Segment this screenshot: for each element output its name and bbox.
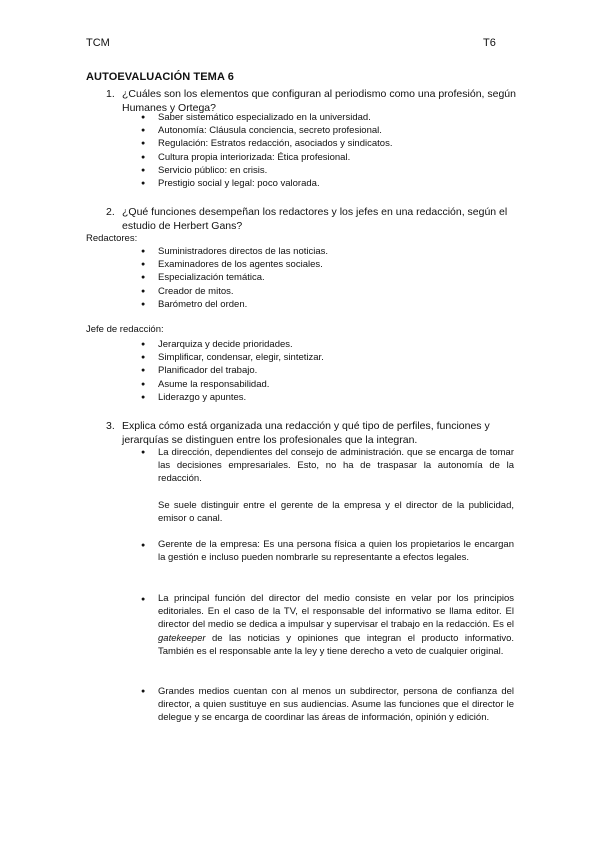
question-number: 3. <box>106 420 115 432</box>
bullet-icon: ● <box>141 596 146 603</box>
bullet-icon: ● <box>141 449 146 456</box>
list-item: ● Servicio público: en crisis. <box>158 164 392 177</box>
paragraph-text: La principal función del director del medio consiste en velar por los principios editoriales. En el caso de la TV, el responsable del informativo se llama editor. El director del medio se dedica a impulsar y supervisar el trabajo en la redacción. Es el <box>158 593 514 631</box>
question-number: 1. <box>106 88 115 100</box>
header-right: T6 <box>483 37 496 49</box>
jefe-label: Jefe de redacción: <box>86 324 164 335</box>
list-item: ● Examinadores de los agentes sociales. <box>158 258 328 271</box>
list-item: ● Jerarquiza y decide prioridades. <box>158 338 324 351</box>
bullet-icon: ● <box>141 688 146 695</box>
paragraph-direccion: La dirección, dependientes del consejo de administración. que se encarga de tomar las decisiones empresariales. Esto, no ha de traspasar la autonomía de la redacción. <box>158 447 514 485</box>
question-3 <box>106 419 516 447</box>
list-item: ● Especialización temática. <box>158 271 328 284</box>
list-item: ● Liderazgo y apuntes. <box>158 391 324 404</box>
list-item: ● Regulación: Estratos redacción, asociados y sindicatos. <box>158 137 392 150</box>
header-left: TCM <box>86 37 110 49</box>
list-item: ● Asume la responsabilidad. <box>158 378 324 391</box>
list-item: ● Suministradores directos de las noticias. <box>158 245 328 258</box>
list-item: ● Simplificar, condensar, elegir, sintetizar. <box>158 351 324 364</box>
redactores-label: Redactores: <box>86 233 138 244</box>
list-item: ● Planificador del trabajo. <box>158 364 324 377</box>
paragraph-text: de las noticias y opiniones que integran el producto informativo. También es el responsable ante la ley y tiene derecho a veto de cualquier original. <box>158 632 514 657</box>
paragraph-director <box>158 592 514 658</box>
question-number: 2. <box>106 206 115 218</box>
q1-list <box>158 111 392 190</box>
list-item: ● Cultura propia interiorizada: Ética profesional. <box>158 151 392 164</box>
redactores-list <box>158 245 328 311</box>
question-text: Explica cómo está organizada una redacción y qué tipo de perfiles, funciones y jerarquías se distinguen entre los profesionales que la integran. <box>122 420 490 446</box>
jefe-list <box>158 338 324 404</box>
paragraph-gerente-director: Se suele distinguir entre el gerente de la empresa y el director de la publicidad, emisor o canal. <box>158 500 514 525</box>
question-2 <box>106 205 516 233</box>
list-item: ● Saber sistemático especializado en la universidad. <box>158 111 392 124</box>
list-item: ● Barómetro del orden. <box>158 298 328 311</box>
list-item: ● Autonomía: Cláusula conciencia, secreto profesional. <box>158 124 392 137</box>
list-item: ● Creador de mitos. <box>158 285 328 298</box>
question-text: ¿Qué funciones desempeñan los redactores y los jefes en una redacción, según el estudio de Herbert Gans? <box>122 206 508 232</box>
paragraph-subdirector: Grandes medios cuentan con al menos un subdirector, persona de confianza del director, a quien sustituye en sus audiencias. Asume las funciones que el director le delegue y se encarga de coordinar las áreas de información, opinión y edición. <box>158 686 514 724</box>
page-title: AUTOEVALUACIÓN TEMA 6 <box>86 71 234 83</box>
question-text: ¿Cuáles son los elementos que configuran al periodismo como una profesión, según Humanes y Ortega? <box>122 88 516 114</box>
list-item: ● Prestigio social y legal: poco valorada. <box>158 177 392 190</box>
gatekeeper-term: gatekeeper <box>158 632 206 644</box>
paragraph-gerente: Gerente de la empresa: Es una persona física a quien los propietarios le encargan la gestión e incluso pueden nombrarle su representante a efectos legales. <box>158 539 514 564</box>
bullet-icon: ● <box>141 542 146 549</box>
